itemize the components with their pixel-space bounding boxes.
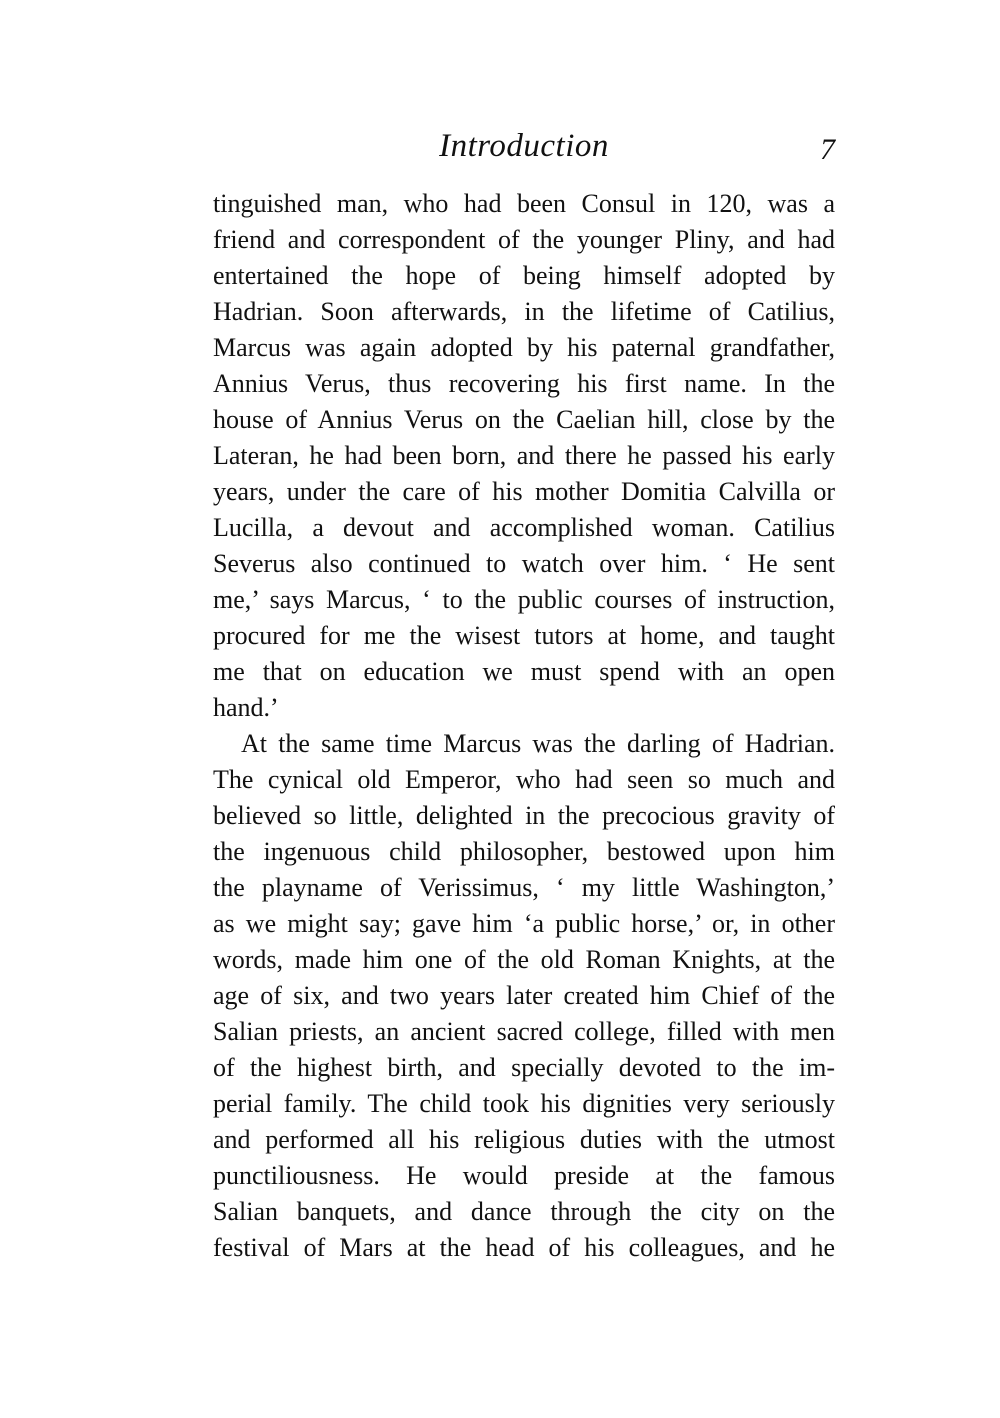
text-line: and performed all his religious duties with the utmost bbox=[213, 1125, 835, 1154]
text-line: Marcus was again adopted by his paternal grandfather, bbox=[213, 333, 835, 362]
text-line: punctiliousness. He would preside at the famous bbox=[213, 1161, 835, 1190]
paragraph-2 bbox=[213, 726, 835, 1266]
text-line: festival of Mars at the head of his colleagues, and he bbox=[213, 1233, 835, 1262]
text-line: entertained the hope of being himself adopted by bbox=[213, 261, 835, 290]
text-line: tinguished man, who had been Consul in 120, was a bbox=[213, 189, 835, 218]
text-line: Annius Verus, thus recovering his first name. In the bbox=[213, 369, 835, 398]
text-line: of the highest birth, and specially devoted to the im- bbox=[213, 1053, 835, 1082]
page-number: 7 bbox=[820, 133, 835, 166]
text-line: the ingenuous child philosopher, bestowed upon him bbox=[213, 837, 835, 866]
paragraph-1 bbox=[213, 186, 835, 726]
text-line: words, made him one of the old Roman Knights, at the bbox=[213, 945, 835, 974]
text-line: procured for me the wisest tutors at home, and taught bbox=[213, 621, 835, 650]
running-head-title: Introduction bbox=[439, 128, 609, 164]
text-line: The cynical old Emperor, who had seen so much and bbox=[213, 765, 835, 794]
text-line: At the same time Marcus was the darling of Hadrian. bbox=[241, 729, 835, 758]
text-line: as we might say; gave him ‘a public horse,’ or, in other bbox=[213, 909, 835, 938]
text-line: house of Annius Verus on the Caelian hill, close by the bbox=[213, 405, 835, 434]
text-line: years, under the care of his mother Domitia Calvilla or bbox=[213, 477, 835, 506]
text-line: believed so little, delighted in the precocious gravity of bbox=[213, 801, 835, 830]
text-line: friend and correspondent of the younger Pliny, and had bbox=[213, 225, 835, 254]
text-line: Severus also continued to watch over him. ‘ He sent bbox=[213, 549, 835, 578]
text-line: Salian priests, an ancient sacred college, filled with men bbox=[213, 1017, 835, 1046]
running-head bbox=[213, 124, 835, 168]
text-line: me that on education we must spend with an open bbox=[213, 657, 835, 686]
text-line: Lateran, he had been born, and there he passed his early bbox=[213, 441, 835, 470]
text-line: perial family. The child took his dignities very seriously bbox=[213, 1089, 835, 1118]
text-line: hand.’ bbox=[213, 693, 279, 722]
text-line: the playname of Verissimus, ‘ my little Washington,’ bbox=[213, 873, 835, 902]
text-line: Salian banquets, and dance through the city on the bbox=[213, 1197, 835, 1226]
text-line: Hadrian. Soon afterwards, in the lifetime of Catilius, bbox=[213, 297, 835, 326]
body-text bbox=[213, 186, 835, 1266]
text-line: me,’ says Marcus, ‘ to the public courses of instruction, bbox=[213, 585, 835, 614]
text-line: age of six, and two years later created him Chief of the bbox=[213, 981, 835, 1010]
text-line: Lucilla, a devout and accomplished woman. Catilius bbox=[213, 513, 835, 542]
